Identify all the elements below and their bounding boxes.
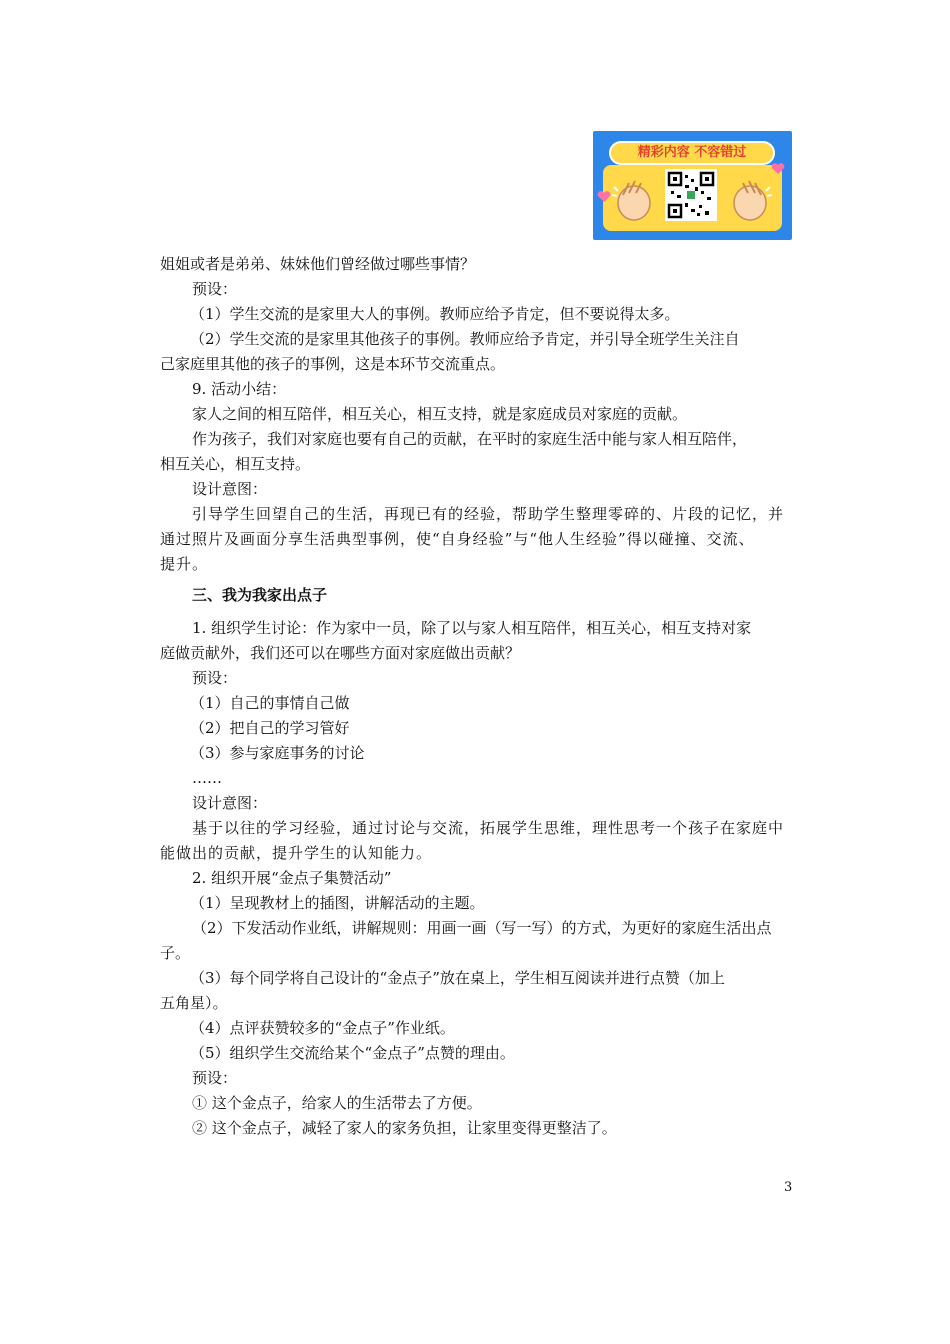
- design-intent-label: 设计意图：: [192, 794, 268, 812]
- heart-icon: [771, 161, 785, 180]
- list-item: ① 这个金点子，给家人的生活带去了方便。: [192, 1094, 482, 1112]
- list-item: （1）自己的事情自己做: [190, 694, 350, 712]
- section-item-heading: 9. 活动小结：: [192, 380, 287, 398]
- design-intent-text: 提升。: [160, 555, 209, 573]
- paragraph-line: 作为孩子，我们对家庭也要有自己的贡献，在平时的家庭生活中能与家人相互陪伴，: [192, 430, 748, 448]
- paragraph-line: 预设：: [192, 669, 238, 687]
- ellipsis: ……: [192, 769, 222, 787]
- section-item-heading: 2. 组织开展“金点子集赞活动”: [192, 869, 392, 887]
- banner-title: 精彩内容 不容错过: [609, 141, 775, 165]
- design-intent-text: 引导学生回望自己的生活，再现已有的经验，帮助学生整理零碎的、片段的记忆，并: [192, 505, 785, 523]
- page-number: 3: [784, 1180, 793, 1195]
- design-intent-text: 通过照片及画面分享生活典型事例，使“自身经验”与“他人生经验”得以碰撞、交流、: [160, 530, 755, 548]
- paragraph-line: （1）学生交流的是家里大人的事例。教师应给予肯定，但不要说得太多。: [190, 305, 680, 323]
- clapping-hands-icon: [609, 175, 659, 225]
- paragraph-line: （2）学生交流的是家里其他孩子的事例。教师应给予肯定，并引导全班学生关注自: [190, 330, 740, 348]
- list-item: （5）组织学生交流给某个“金点子”点赞的理由。: [190, 1044, 515, 1062]
- design-intent-text: 基于以往的学习经验，通过讨论与交流，拓展学生思维，理性思考一个孩子在家庭中: [192, 819, 785, 837]
- clapping-hands-icon: [725, 175, 775, 225]
- list-item: （2）下发活动作业纸，讲解规则：用画一画（写一写）的方式，为更好的家庭生活出点: [192, 919, 772, 937]
- promo-banner[interactable]: [593, 131, 792, 240]
- design-intent-label: 设计意图：: [192, 480, 268, 498]
- list-item: ② 这个金点子，减轻了家人的家务负担，让家里变得更整洁了。: [192, 1119, 617, 1137]
- list-item: （1）呈现教材上的插图，讲解活动的主题。: [190, 894, 485, 912]
- paragraph-line: 1. 组织学生讨论：作为家中一员，除了以与家人相互陪伴，相互关心，相互支持对家: [192, 619, 752, 637]
- paragraph-line: 己家庭里其他的孩子的事例，这是本环节交流重点。: [160, 355, 506, 373]
- list-item: （4）点评获赞较多的“金点子”作业纸。: [190, 1019, 455, 1037]
- paragraph-line: 姐姐或者是弟弟、妹妹他们曾经做过哪些事情？: [160, 255, 476, 273]
- paragraph-line: 家人之间的相互陪伴，相互关心，相互支持，就是家庭成员对家庭的贡献。: [192, 405, 688, 423]
- paragraph-line: 预设：: [192, 280, 238, 298]
- paragraph-line: 预设：: [192, 1069, 238, 1087]
- document-body: [160, 252, 793, 1141]
- design-intent-text: 能做出的贡献，提升学生的认知能力。: [160, 844, 433, 862]
- heart-icon: [597, 189, 611, 208]
- qr-code-icon[interactable]: [665, 169, 717, 221]
- section-heading: 三、我为我家出点子: [192, 586, 328, 604]
- list-item: 五角星）。: [160, 994, 228, 1012]
- list-item: （3）每个同学将自己设计的“金点子”放在桌上，学生相互阅读并进行点赞（加上: [190, 969, 725, 987]
- list-item: （2）把自己的学习管好: [190, 719, 350, 737]
- list-item: （3）参与家庭事务的讨论: [190, 744, 365, 762]
- paragraph-line: 相互关心，相互支持。: [160, 455, 311, 473]
- paragraph-line: 庭做贡献外，我们还可以在哪些方面对家庭做出贡献？: [160, 644, 521, 662]
- list-item: 子。: [160, 944, 191, 962]
